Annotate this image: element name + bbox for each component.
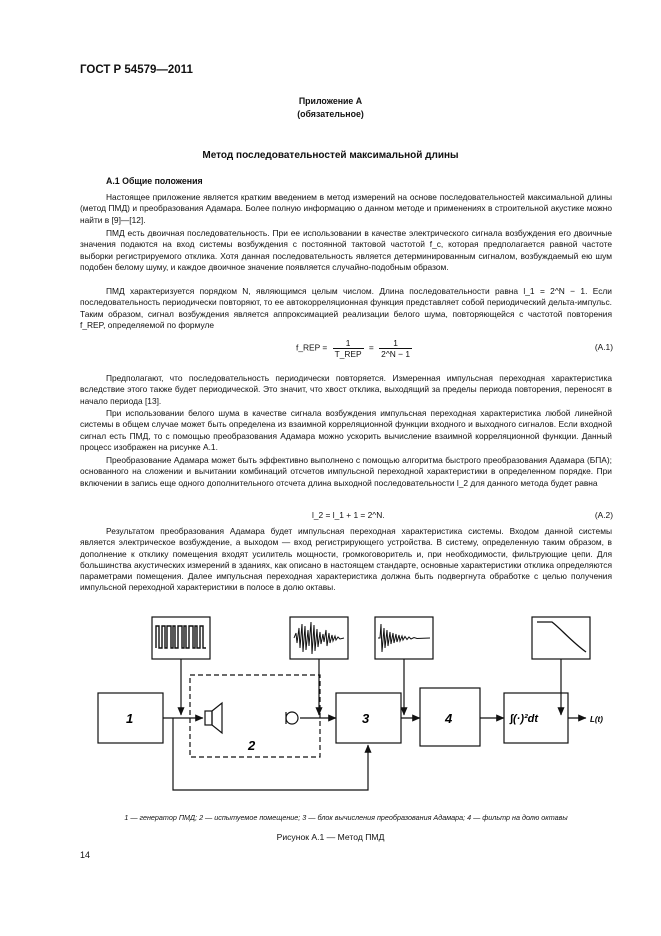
output-label: L(t) (590, 715, 603, 724)
formula-a2: l_2 = l_1 + 1 = 2^N. (312, 510, 385, 520)
annex-title: Приложение А (298, 96, 363, 106)
response-waveform (294, 622, 344, 654)
formula-a1-num-2: 1 (379, 338, 412, 349)
paragraph-3: ПМД характеризуется порядком N, являющимся целым числом. Длина последовательности равна l_1 = 2^N − 1. Если последовательность периодически повторяют, то ее автокорреляционная функция представляет собой периодический дельта-импульс. Таким образом, сигнал возбуждения является аппроксимацией реализации белого шума, повторяющейся с частотой повторения f_REP, определяемой по формуле (80, 286, 612, 330)
figure-title: Рисунок А.1 — Метод ПМД (276, 832, 385, 842)
page-number: 14 (80, 850, 91, 860)
mls-signal-box (152, 617, 210, 659)
formula-a2-number: (А.2) (594, 510, 613, 520)
formula-a1-num-1: 1 (333, 338, 364, 349)
formula-a1-number: (А.1) (594, 342, 613, 352)
formula-a1-den-2: 2^N − 1 (381, 349, 410, 359)
paragraph-5: При использовании белого шума в качестве сигнала возбуждения импульсная переходная характеристика любой линейной системы в общем случае может быть определена из взаимной корреляционной функции входного и выходного сигналов. Если входной сигнал есть ПМД, то с помощью преобразования Адамара можно ускорить вычисление взаимной корреляционной функции. Данный процесс изображен на рисунке А.1. (80, 408, 612, 452)
paragraph-4: Предполагают, что последовательность периодически повторяется. Измеренная импульсная переходная характеристика вследствие этого также будет периодической. Это значит, что хвост отклика, выходящий за пределы периода повторения, переносят в начало периода [13]. (80, 373, 612, 406)
figure-caption: 1 — генератор ПМД; 2 — испытуемое помещение; 3 — блок вычисления преобразования Адамара; 4 — фильтр на долю октавы (124, 813, 568, 822)
formula-a1-lhs: f_REP = (296, 342, 330, 353)
block-2-label: 2 (248, 738, 256, 753)
impulse-response-waveform (378, 624, 430, 652)
paragraph-7: Результатом преобразования Адамара будет импульсная переходная характеристика системы. Входом данной системы является электрическое возбуждение, а выходом — вход регистрирующего устройства. В систему, определенную таким образом, в дополнение к отклику помещения входят усилитель мощности, громкоговоритель и, при необходимости, фильтрующие цепи. Для большинства акустических измерений в зданиях, как описано в настоящем стандарте, основные характеристики отклика определяются параметрами помещения. Далее импульсная переходная характеристика должна быть подвергнута обработке с целью получения импульсной переходной характеристики в полосе в долю октавы. (80, 526, 612, 593)
loudspeaker-icon (205, 711, 212, 725)
decay-curve (537, 622, 586, 652)
mls-waveform (156, 626, 206, 648)
block-3-label: 3 (362, 711, 370, 726)
main-title: Метод последовательностей максимальной длины (202, 150, 459, 161)
formula-a1-mid: = (366, 342, 377, 353)
paragraph-2: ПМД есть двоичная последовательность. При ее использовании в качестве электрического сигнала возбуждения его двоичные значения подаются на вход системы возбуждения с постоянной тактовой частотой f_c, которая предполагается равной частоте выборки регистрируемого отклика. Хотя данная последовательность является детерминированным сигналом, возбуждаемый ею шум подобен белому шуму, и каждое двоичное значение появляется случайно-подобным образом. (80, 228, 612, 272)
paragraph-1: Настоящее приложение является кратким введением в метод измерений на основе последовательностей максимальной длины (метод ПМД) и преобразования Адамара. Более полную информацию о данном методе и применениях в строительной акустике можно найти в [9]—[12]. (80, 192, 612, 225)
section-heading: А.1 Общие положения (106, 176, 203, 186)
decay-curve-box (532, 617, 590, 659)
microphone-icon (286, 712, 298, 724)
block-4-label: 4 (445, 711, 453, 726)
formula-a1-den-1: T_REP (334, 349, 362, 359)
document-header: ГОСТ Р 54579—2011 (80, 64, 193, 76)
block-1-label: 1 (126, 711, 134, 726)
paragraph-6: Преобразование Адамара может быть эффективно выполнено с помощью алгоритма быстрого преобразования Адамара (БПА); основанного на сложении и вычитании комбинаций отсчетов импульсной переходной характеристики в определенном порядке. При включении в запись еще одного дополнительного отсчета длина выходной последовательности l_2 для данного метода будет равна (80, 455, 612, 488)
annex-status: (обязательное) (297, 109, 364, 119)
integral-label: ∫(·)²dt (510, 713, 539, 725)
